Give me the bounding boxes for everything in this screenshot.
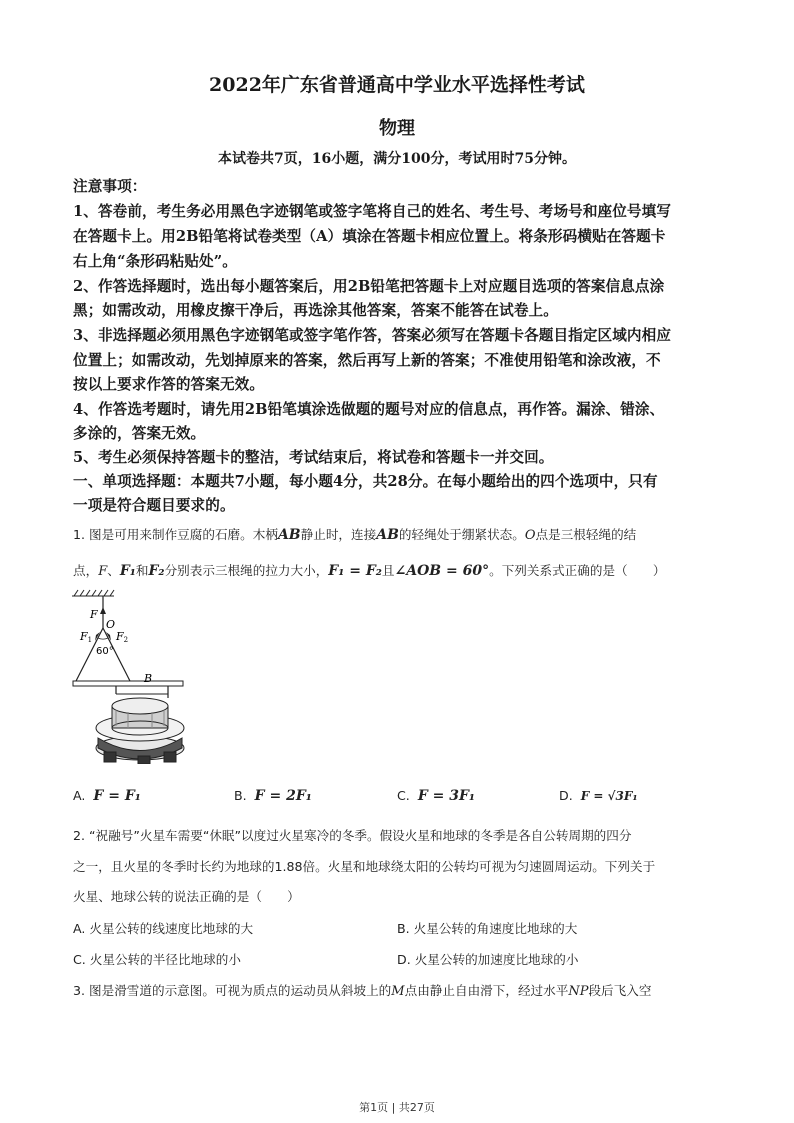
q1-option-d[interactable] [559,788,638,803]
q1-option-a[interactable] [73,788,141,804]
math-f: F [98,564,108,579]
label-o: O [106,618,116,631]
section-heading: 一项是符合题目要求的。 [73,497,235,514]
math-np: NP [568,984,589,999]
text: 1. 图是可用来制作豆腐的石磨。木柄 [73,527,278,542]
math-f2: F₂ [148,563,165,579]
notice-line: 按以上要求作答的答案无效。 [73,376,265,393]
q1-option-c[interactable] [397,788,475,804]
text: 3. 图是滑雪道的示意图。可视为质点的运动员从斜坡上的 [73,983,392,998]
angle-arc [98,638,108,639]
math-m: M [391,984,405,999]
notice-line: 4、作答选考题时，请先用2B铅笔填涂选做题的题号对应的信息点，再作答。漏涂、错涂、 [73,401,665,418]
question-1-line-2 [73,560,665,579]
stone-mill [96,698,184,764]
text: 。下列关系式正确的是（ ） [489,563,666,578]
text: 和 [135,563,149,578]
handle-ab [73,681,183,686]
notice-heading: 注意事项： [73,178,147,195]
notice-line: 1、答卷前，考生务必用黑色字迹钢笔或签字笔将自己的姓名、考生号、考场号和座位号填写 [73,203,672,220]
text: 静止时，连接 [300,527,377,542]
q2-option-b[interactable]: B. 火星公转的角速度比地球的大 [397,921,578,936]
text: 的轻绳处于绷紧状态。 [398,527,525,542]
page-footer: 第1页 | 共27页 [359,1101,435,1114]
option-expr: F = √3F₁ [580,789,638,803]
math-o: O [524,528,536,543]
option-letter: B. [234,788,247,803]
label-f1-letter: F [80,630,88,643]
label-f: F [90,608,98,621]
exam-title: 2022年广东省普通高中学业水平选择性考试 [209,74,585,96]
option-expr: F = 3F₁ [417,788,476,804]
math-equation: F₁ = F₂ [328,563,382,579]
text: 段后飞入空 [588,983,652,998]
stone-mill-figure [68,588,198,764]
q2-option-c[interactable]: C. 火星公转的半径比地球的小 [73,952,241,967]
option-letter: A. [73,788,86,803]
label-f2-letter: F [116,630,124,643]
notice-line: 多涂的，答案无效。 [73,425,206,442]
question-1-line-1 [73,524,636,543]
arrow-f [100,607,106,614]
option-expr: F = F₁ [93,788,141,804]
notice-line: 2、作答选择题时，选出每小题答案后，用2B铅笔把答题卡上对应题目选项的答案信息点涂 [73,278,665,295]
math-f1: F₁ [119,563,136,579]
subject-title: 物理 [379,118,415,139]
math-equation: ∠AOB = 60° [394,563,490,579]
exam-info: 本试卷共7页，16小题，满分100分，考试用时75分钟。 [218,151,576,167]
notice-line: 3、非选择题必须用黑色字迹钢笔或签字笔作答，答案必须写在答题卡各题目指定区域内相应 [73,327,672,344]
ceiling [72,590,114,596]
option-letter: D. [559,788,573,803]
option-letter: C. [397,788,410,803]
label-f1-sub: 1 [87,636,93,644]
section-heading: 一、单项选择题：本题共7小题，每小题4分，共28分。在每小题给出的四个选项中，只有 [73,473,658,490]
label-angle: 60° [96,646,114,657]
q2-option-a[interactable]: A. 火星公转的线速度比地球的大 [73,921,254,936]
notice-line: 右上角“条形码粘贴处”。 [73,253,237,270]
notice-line: 黑；如需改动，用橡皮擦干净后，再选涂其他答案，答案不能答在试卷上。 [73,302,558,319]
notice-line: 位置上；如需改动，先划掉原来的答案，然后再写上新的答案；不准使用铅笔和涂改液，不 [73,352,661,369]
text: 且 [381,563,395,578]
math-ab: AB [376,527,399,543]
question-3-line [73,980,651,999]
label-f1 [79,630,92,644]
label-b: B [144,672,153,685]
question-2-line: 之一，且火星的冬季时长约为地球的1.88倍。火星和地球绕太阳的公转均可视为匀速圆周运动。下列关于 [73,859,656,874]
text: 、 [107,563,120,578]
notice-line: 在答题卡上。用2B铅笔将试卷类型（A）填涂在答题卡相应位置上。将条形码横贴在答题卡 [73,228,666,245]
notice-line: 5、考生必须保持答题卡的整洁，考试结束后，将试卷和答题卡一并交回。 [73,449,554,466]
question-2-line: 火星、地球公转的说法正确的是（ ） [73,889,300,904]
label-f2 [115,630,128,644]
question-2-line: 2. “祝融号”火星车需要“休眠”以度过火星寒冷的冬季。假设火星和地球的冬季是各自公转周期的四分 [73,828,632,843]
text: 分别表示三根绳的拉力大小， [164,563,329,578]
option-expr: F = 2F₁ [254,788,312,804]
text: 点， [73,563,99,578]
text: 点由静止自由滑下，经过水平 [404,983,569,998]
label-f2-sub: 2 [123,636,129,644]
math-ab: AB [277,527,301,543]
text: 点是三根轻绳的结 [535,527,637,542]
q2-option-d[interactable]: D. 火星公转的加速度比地球的小 [397,952,579,967]
q1-option-b[interactable] [234,788,312,804]
